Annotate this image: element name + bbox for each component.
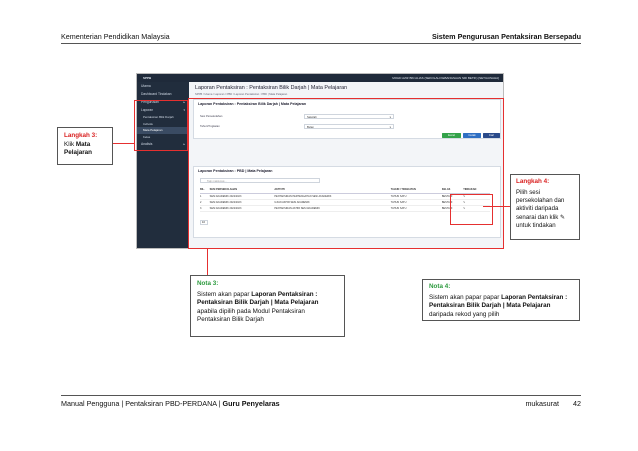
- page-number: 42: [573, 399, 581, 408]
- sidebar-item-label: Pentaksiran Bilik Darjah: [143, 115, 174, 119]
- list-panel-title: Laporan Pentaksiran : PBD | Mata Pelajaran: [198, 169, 273, 173]
- table-cell: UJIAN AKHIR SESI AKADEMIK: [274, 199, 390, 205]
- table-cell: PENTAKSIRAN AKHIR SESI AKADEMIK: [274, 205, 390, 211]
- page-title: Laporan Pentaksiran : Pentaksiran Bilik Darjah | Mata Pelajaran: [195, 85, 348, 91]
- footer-title-text: Manual Pengguna | Pentaksiran PBD-PERDANA |: [61, 399, 223, 408]
- cari-button[interactable]: Cari: [483, 133, 500, 138]
- app-logo: SPPB: [143, 76, 152, 80]
- filter-panel-title: Laporan Pentaksiran : Pentaksiran Bilik Darjah | Mata Pelajaran: [198, 102, 307, 106]
- page-size-select[interactable]: 10: [200, 220, 208, 225]
- cetak-button[interactable]: Cetak: [463, 133, 481, 138]
- table-cell: SESI AKADEMIK 2022/2023: [210, 199, 275, 205]
- connector-line: [207, 249, 208, 275]
- callout-text: untuk tindakan: [516, 222, 556, 230]
- table-cell: PENTAKSIRAN PERTENGAHAN SESI AKADEMIK: [274, 193, 390, 199]
- callout-langkah-3: [57, 127, 113, 165]
- pencil-icon: ✎: [560, 213, 566, 221]
- sidebar-item-label: Pengurusan: [141, 100, 159, 104]
- callout-heading: Nota 3:: [197, 280, 219, 287]
- chevron-icon: ▸: [183, 100, 185, 104]
- connector-line: [483, 206, 513, 207]
- table-cell: 3: [200, 205, 210, 211]
- sidebar-item-label: Analisis: [141, 142, 153, 146]
- header-ministry: Kementerian Pendidikan Malaysia: [61, 32, 170, 41]
- footer-title: [61, 399, 280, 408]
- filter-label-sesi: Sesi Persekolahan: [200, 115, 223, 118]
- callout-nota-3: [190, 275, 345, 337]
- table-cell: 2: [200, 199, 210, 205]
- breadcrumb: SPPB / Utama / Laporan / PBD / Laporan Pentaksiran : PBD | Mata Pelajaran: [195, 93, 288, 96]
- app-topbar: [137, 74, 504, 82]
- table-header-cell: SESI PERSEKOLAHAN: [210, 187, 275, 193]
- callout-bold: Laporan Pentaksiran : Pentaksiran Bilik Darjah | Mata Pelajaran: [429, 293, 568, 310]
- footer-page-label: mukasurat: [525, 399, 559, 408]
- highlight-tindakan-column: [450, 194, 493, 225]
- table-header-cell: TINDAKAN: [463, 187, 490, 193]
- table-cell: SESI AKADEMIK 2022/2023: [210, 205, 275, 211]
- callout-text: daripada rekod yang pilih: [429, 310, 500, 318]
- sidebar-item-label: Mata Pelajaran: [143, 128, 163, 132]
- table-cell: TAHUN SATU: [391, 199, 442, 205]
- table-cell: SESI AKADEMIK 2022/2023: [210, 193, 275, 199]
- sidebar-item-label: Laporan: [141, 108, 154, 112]
- table-cell: TAHUN SATU: [391, 205, 442, 211]
- callout-bold: Laporan Pentaksiran : Pentaksiran Bilik Darjah | Mata Pelajaran: [197, 290, 319, 307]
- callout-heading: Langkah 4:: [516, 178, 550, 185]
- footer-title-role: Guru Penyelaras: [222, 399, 280, 408]
- chevron-down-icon: ▾: [389, 116, 391, 119]
- edit-action-icon[interactable]: ✎: [463, 199, 490, 205]
- filter-label-tahun: Tahun/Tingkatan: [200, 125, 220, 128]
- callout-text: Pilih sesi persekolahan dan aktiviti daripada senarai dan klik: [516, 188, 565, 221]
- table-cell: 1: [200, 193, 210, 199]
- connector-line: [113, 143, 134, 144]
- highlight-sidebar-menu: [134, 100, 188, 151]
- table-cell: TAHUN SATU: [391, 193, 442, 199]
- edit-action-icon[interactable]: ✎: [463, 193, 490, 199]
- footer-page: [525, 399, 581, 408]
- header-system-name: Sistem Pengurusan Pentaksiran Bersepadu: [432, 32, 581, 41]
- chevron-down-icon: ▾: [389, 126, 391, 129]
- sidebar-item-label: Kelas: [143, 134, 151, 139]
- callout-heading: Langkah 3:: [64, 132, 98, 139]
- sidebar-item-label: Dashboard Tindakan: [141, 92, 172, 96]
- callout-bold: Mata Pelajaran: [64, 140, 93, 157]
- callout-text: Klik: [64, 140, 76, 148]
- excel-button[interactable]: Excel: [442, 133, 461, 138]
- sidebar-item[interactable]: [137, 90, 189, 98]
- callout-text: Sistem akan papar: [197, 290, 252, 298]
- table-header-cell: AKTIVITI: [274, 187, 390, 193]
- callout-text: apabila dipilih pada Modul Pentaksiran Pentaksiran Bilik Darjah: [197, 307, 305, 324]
- table-header-cell: BIL.: [200, 187, 210, 193]
- page-footer: [61, 395, 581, 409]
- callout-nota-4: [422, 279, 580, 321]
- sesi-select-value: Sekolah: [307, 116, 317, 119]
- sidebar-item-label: Utama: [141, 84, 151, 88]
- tahun-select-value: Bulan: [307, 126, 314, 129]
- callout-heading: Nota 4:: [429, 283, 451, 290]
- table-header-cell: TAHUN / TINGKATAN: [391, 187, 442, 193]
- sidebar-item-label: Individu: [143, 121, 153, 126]
- search-input[interactable]: Taip maklumat...: [200, 178, 320, 183]
- page-header: [61, 32, 581, 44]
- callout-langkah-4: [510, 174, 580, 240]
- chevron-icon: ▸: [183, 142, 185, 146]
- sidebar-item[interactable]: [137, 82, 189, 90]
- table-header-cell: KELAS: [442, 187, 463, 193]
- edit-action-icon[interactable]: ✎: [463, 205, 490, 211]
- highlight-main-panel: [188, 98, 504, 249]
- callout-text: Sistem akan papar papar: [429, 293, 502, 301]
- user-info[interactable]: MOHD AZIZ BIN ALIAS (SEKOLAH KEBANGSAAN SRI BETIK) [SETIAUSAHA]: [392, 76, 499, 80]
- chevron-icon: ▾: [183, 108, 185, 112]
- table-cell: BESTARI: [442, 205, 463, 211]
- table-cell: BESTARI: [442, 193, 463, 199]
- table-cell: BESTARI: [442, 199, 463, 205]
